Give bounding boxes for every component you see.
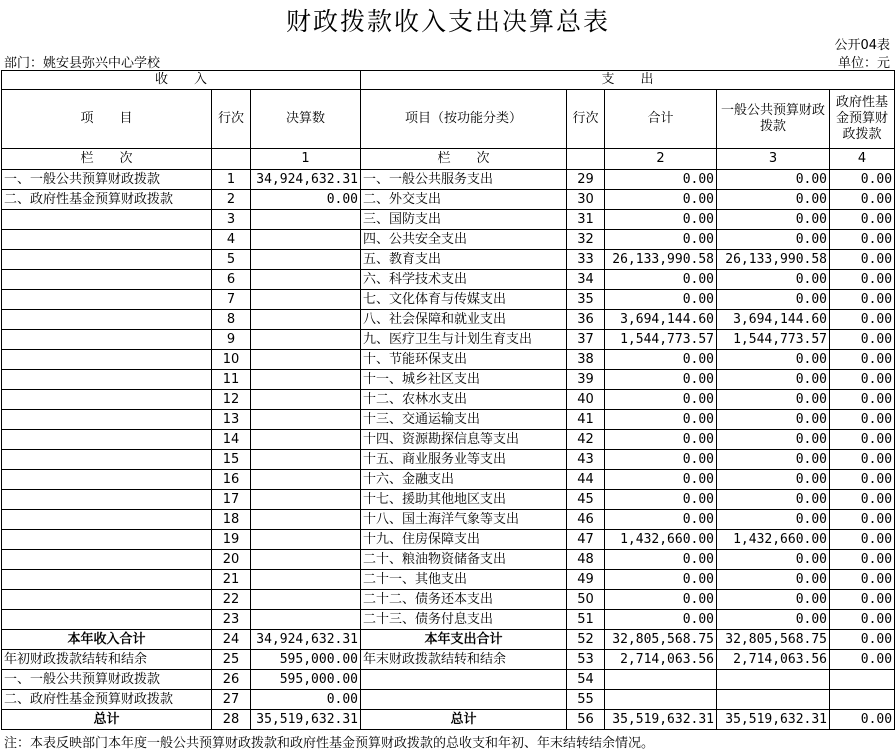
expense-gov-fund-cell: 0.00	[830, 290, 895, 310]
expense-row-no-cell: 32	[567, 230, 605, 250]
expense-item-cell: 二十二、债务还本支出	[361, 590, 567, 610]
income-item-cell	[2, 290, 212, 310]
column-index-row	[2, 149, 895, 170]
expense-gov-fund-cell: 0.00	[830, 630, 895, 650]
table-row	[2, 630, 895, 650]
expense-total-cell: 0.00	[605, 170, 717, 190]
expense-gov-fund-cell: 0.00	[830, 310, 895, 330]
header-total: 合计	[605, 90, 717, 149]
income-row-no-cell: 10	[212, 350, 251, 370]
income-row-no-cell: 11	[212, 370, 251, 390]
income-row-no-cell: 21	[212, 570, 251, 590]
expense-total-cell: 0.00	[605, 490, 717, 510]
income-item-cell	[2, 490, 212, 510]
expense-item-cell: 七、文化体育与传媒支出	[361, 290, 567, 310]
expense-gov-fund-cell: 0.00	[830, 570, 895, 590]
expense-general-budget-cell: 0.00	[717, 510, 830, 530]
expense-item-cell: 八、社会保障和就业支出	[361, 310, 567, 330]
table-row	[2, 250, 895, 270]
expense-general-budget-cell: 0.00	[717, 230, 830, 250]
table-row	[2, 670, 895, 690]
income-row-no-cell: 6	[212, 270, 251, 290]
expense-gov-fund-cell: 0.00	[830, 390, 895, 410]
income-item-cell	[2, 470, 212, 490]
expense-total-cell	[605, 670, 717, 690]
expense-general-budget-cell: 0.00	[717, 390, 830, 410]
income-row-no-cell: 13	[212, 410, 251, 430]
expense-row-no-cell: 56	[567, 710, 605, 730]
expense-general-budget-cell: 0.00	[717, 550, 830, 570]
income-amount-cell	[251, 490, 361, 510]
expense-row-no-cell: 39	[567, 370, 605, 390]
expense-row-no-cell: 53	[567, 650, 605, 670]
income-item-cell	[2, 310, 212, 330]
header-general-budget: 一般公共预算财政拨款	[717, 90, 830, 149]
expense-gov-fund-cell: 0.00	[830, 270, 895, 290]
column-index-blank	[212, 149, 251, 170]
expense-row-no-cell: 55	[567, 690, 605, 710]
expense-row-no-cell: 38	[567, 350, 605, 370]
table-row	[2, 570, 895, 590]
income-amount-cell	[251, 310, 361, 330]
expense-item-cell: 十七、援助其他地区支出	[361, 490, 567, 510]
expense-row-no-cell: 34	[567, 270, 605, 290]
income-item-cell: 一、一般公共预算财政拨款	[2, 670, 212, 690]
income-amount-cell: 0.00	[251, 190, 361, 210]
income-row-no-cell: 18	[212, 510, 251, 530]
expense-item-cell: 五、教育支出	[361, 250, 567, 270]
expense-gov-fund-cell: 0.00	[830, 370, 895, 390]
income-row-no-cell: 15	[212, 450, 251, 470]
expense-item-cell: 二十三、债务付息支出	[361, 610, 567, 630]
income-item-cell	[2, 610, 212, 630]
expense-row-no-cell: 51	[567, 610, 605, 630]
expense-total-cell: 0.00	[605, 270, 717, 290]
column-index-3: 3	[717, 149, 830, 170]
expense-item-cell	[361, 690, 567, 710]
expense-total-cell: 35,519,632.31	[605, 710, 717, 730]
expense-general-budget-cell: 26,133,990.58	[717, 250, 830, 270]
income-row-no-cell: 17	[212, 490, 251, 510]
expense-item-cell: 四、公共安全支出	[361, 230, 567, 250]
income-amount-cell: 595,000.00	[251, 650, 361, 670]
expense-general-budget-cell: 1,432,660.00	[717, 530, 830, 550]
expense-total-cell: 32,805,568.75	[605, 630, 717, 650]
expense-gov-fund-cell: 0.00	[830, 410, 895, 430]
expense-item-cell: 十五、商业服务业等支出	[361, 450, 567, 470]
expense-item-cell: 十九、住房保障支出	[361, 530, 567, 550]
income-row-no-cell: 23	[212, 610, 251, 630]
expense-total-cell: 26,133,990.58	[605, 250, 717, 270]
income-amount-cell	[251, 330, 361, 350]
income-amount-cell	[251, 230, 361, 250]
expense-row-no-cell: 42	[567, 430, 605, 450]
expense-item-cell: 总计	[361, 710, 567, 730]
expense-item-cell: 十、节能环保支出	[361, 350, 567, 370]
income-item-cell	[2, 430, 212, 450]
expense-gov-fund-cell: 0.00	[830, 710, 895, 730]
column-index-label-left: 栏 次	[2, 149, 212, 170]
expense-gov-fund-cell: 0.00	[830, 550, 895, 570]
income-row-no-cell: 9	[212, 330, 251, 350]
income-amount-cell	[251, 610, 361, 630]
expense-item-cell	[361, 670, 567, 690]
income-item-cell	[2, 590, 212, 610]
expense-total-cell: 3,694,144.60	[605, 310, 717, 330]
header-row-no: 行次	[212, 90, 251, 149]
expense-gov-fund-cell: 0.00	[830, 450, 895, 470]
table-row	[2, 710, 895, 730]
income-row-no-cell: 22	[212, 590, 251, 610]
expense-gov-fund-cell: 0.00	[830, 250, 895, 270]
table-row	[2, 350, 895, 370]
table-row	[2, 690, 895, 710]
expense-total-cell: 0.00	[605, 210, 717, 230]
expense-total-cell: 1,544,773.57	[605, 330, 717, 350]
expense-row-no-cell: 41	[567, 410, 605, 430]
income-item-cell	[2, 350, 212, 370]
column-index-blank-2	[567, 149, 605, 170]
expense-general-budget-cell: 2,714,063.56	[717, 650, 830, 670]
income-amount-cell	[251, 590, 361, 610]
form-number: 公开04表	[834, 38, 890, 53]
income-row-no-cell: 16	[212, 470, 251, 490]
income-row-no-cell: 24	[212, 630, 251, 650]
income-amount-cell	[251, 270, 361, 290]
income-item-cell	[2, 390, 212, 410]
income-row-no-cell: 7	[212, 290, 251, 310]
table-row	[2, 550, 895, 570]
expense-item-cell: 九、医疗卫生与计划生育支出	[361, 330, 567, 350]
expense-total-cell: 0.00	[605, 290, 717, 310]
expense-row-no-cell: 50	[567, 590, 605, 610]
income-row-no-cell: 2	[212, 190, 251, 210]
expense-gov-fund-cell: 0.00	[830, 510, 895, 530]
expense-general-budget-cell: 32,805,568.75	[717, 630, 830, 650]
income-amount-cell	[251, 570, 361, 590]
income-row-no-cell: 3	[212, 210, 251, 230]
table-row	[2, 610, 895, 630]
expense-row-no-cell: 52	[567, 630, 605, 650]
income-item-cell	[2, 570, 212, 590]
expense-item-cell: 三、国防支出	[361, 210, 567, 230]
expense-total-cell: 0.00	[605, 450, 717, 470]
expense-item-cell: 二十一、其他支出	[361, 570, 567, 590]
expense-general-budget-cell: 0.00	[717, 470, 830, 490]
income-amount-cell	[251, 290, 361, 310]
header-item-by-function: 项目（按功能分类）	[361, 90, 567, 149]
expense-total-cell: 0.00	[605, 410, 717, 430]
expense-item-cell: 六、科学技术支出	[361, 270, 567, 290]
report-title: 财政拨款收入支出决算总表	[285, 7, 610, 36]
expense-total-cell: 0.00	[605, 610, 717, 630]
expense-gov-fund-cell: 0.00	[830, 650, 895, 670]
income-row-no-cell: 8	[212, 310, 251, 330]
expense-general-budget-cell: 0.00	[717, 370, 830, 390]
table-row	[2, 290, 895, 310]
expense-row-no-cell: 49	[567, 570, 605, 590]
table-row	[2, 590, 895, 610]
expense-total-cell	[605, 690, 717, 710]
expense-row-no-cell: 37	[567, 330, 605, 350]
income-row-no-cell: 4	[212, 230, 251, 250]
income-item-cell	[2, 370, 212, 390]
expense-row-no-cell: 43	[567, 450, 605, 470]
income-amount-cell	[251, 450, 361, 470]
income-row-no-cell: 14	[212, 430, 251, 450]
expense-row-no-cell: 30	[567, 190, 605, 210]
expense-gov-fund-cell: 0.00	[830, 230, 895, 250]
expense-general-budget-cell: 0.00	[717, 430, 830, 450]
section-header-row	[2, 71, 895, 90]
expense-row-no-cell: 48	[567, 550, 605, 570]
expense-total-cell: 0.00	[605, 350, 717, 370]
expense-gov-fund-cell: 0.00	[830, 330, 895, 350]
expense-gov-fund-cell	[830, 690, 895, 710]
expense-total-cell: 0.00	[605, 390, 717, 410]
income-row-no-cell: 19	[212, 530, 251, 550]
income-amount-cell	[251, 510, 361, 530]
income-amount-cell	[251, 550, 361, 570]
expense-gov-fund-cell: 0.00	[830, 610, 895, 630]
expense-gov-fund-cell: 0.00	[830, 490, 895, 510]
expense-total-cell: 1,432,660.00	[605, 530, 717, 550]
expense-item-cell: 十三、交通运输支出	[361, 410, 567, 430]
table-row	[2, 270, 895, 290]
income-section-header: 收 入	[2, 71, 361, 90]
unit-label: 单位：元	[837, 56, 890, 71]
table-row	[2, 650, 895, 670]
income-item-cell	[2, 210, 212, 230]
expense-total-cell: 0.00	[605, 370, 717, 390]
expense-item-cell: 年末财政拨款结转和结余	[361, 650, 567, 670]
income-amount-cell	[251, 210, 361, 230]
table-row	[2, 470, 895, 490]
column-index-2: 2	[605, 149, 717, 170]
income-item-cell	[2, 530, 212, 550]
income-row-no-cell: 20	[212, 550, 251, 570]
expense-row-no-cell: 44	[567, 470, 605, 490]
income-row-no-cell: 27	[212, 690, 251, 710]
table-row	[2, 310, 895, 330]
expense-item-cell: 十八、国土海洋气象等支出	[361, 510, 567, 530]
expense-gov-fund-cell: 0.00	[830, 170, 895, 190]
table-row	[2, 370, 895, 390]
expense-general-budget-cell: 0.00	[717, 490, 830, 510]
income-item-cell	[2, 450, 212, 470]
fiscal-summary-table	[1, 70, 895, 730]
income-item-cell	[2, 410, 212, 430]
expense-total-cell: 2,714,063.56	[605, 650, 717, 670]
expense-general-budget-cell: 0.00	[717, 350, 830, 370]
expense-general-budget-cell: 1,544,773.57	[717, 330, 830, 350]
table-row	[2, 330, 895, 350]
income-amount-cell: 0.00	[251, 690, 361, 710]
column-header-row	[2, 90, 895, 149]
header-gov-fund-budget: 政府性基金预算财政拨款	[830, 90, 895, 149]
table-row	[2, 210, 895, 230]
expense-row-no-cell: 46	[567, 510, 605, 530]
expense-total-cell: 0.00	[605, 230, 717, 250]
expense-item-cell: 十六、金融支出	[361, 470, 567, 490]
income-amount-cell	[251, 470, 361, 490]
expense-gov-fund-cell: 0.00	[830, 530, 895, 550]
column-index-label-right: 栏 次	[361, 149, 567, 170]
income-amount-cell	[251, 390, 361, 410]
expense-general-budget-cell: 0.00	[717, 410, 830, 430]
department-label: 部门：姚安县弥兴中心学校	[4, 56, 161, 71]
income-amount-cell	[251, 370, 361, 390]
expense-item-cell: 十二、农林水支出	[361, 390, 567, 410]
expense-general-budget-cell: 3,694,144.60	[717, 310, 830, 330]
table-row	[2, 490, 895, 510]
footnote: 注：本表反映部门本年度一般公共预算财政拨款和政府性基金预算财政拨款的总收支和年初、年末结转结余情况。	[4, 736, 655, 751]
expense-row-no-cell: 35	[567, 290, 605, 310]
expense-general-budget-cell: 0.00	[717, 290, 830, 310]
income-row-no-cell: 28	[212, 710, 251, 730]
expense-item-cell: 二十、粮油物资储备支出	[361, 550, 567, 570]
expense-gov-fund-cell: 0.00	[830, 190, 895, 210]
table-row	[2, 450, 895, 470]
expense-general-budget-cell	[717, 670, 830, 690]
expense-item-cell: 本年支出合计	[361, 630, 567, 650]
income-item-cell: 二、政府性基金预算财政拨款	[2, 690, 212, 710]
income-amount-cell	[251, 430, 361, 450]
expense-gov-fund-cell: 0.00	[830, 430, 895, 450]
income-amount-cell	[251, 530, 361, 550]
expense-total-cell: 0.00	[605, 430, 717, 450]
header-final-amount: 决算数	[251, 90, 361, 149]
expense-general-budget-cell: 0.00	[717, 170, 830, 190]
income-row-no-cell: 26	[212, 670, 251, 690]
expense-total-cell: 0.00	[605, 570, 717, 590]
expense-gov-fund-cell: 0.00	[830, 470, 895, 490]
expense-general-budget-cell	[717, 690, 830, 710]
expense-general-budget-cell: 0.00	[717, 610, 830, 630]
expense-row-no-cell: 54	[567, 670, 605, 690]
income-row-no-cell: 25	[212, 650, 251, 670]
table-row	[2, 430, 895, 450]
table-row	[2, 510, 895, 530]
header-row-no-2: 行次	[567, 90, 605, 149]
table-row	[2, 190, 895, 210]
expense-item-cell: 十四、资源勘探信息等支出	[361, 430, 567, 450]
expense-total-cell: 0.00	[605, 550, 717, 570]
table-row	[2, 410, 895, 430]
expense-total-cell: 0.00	[605, 590, 717, 610]
income-row-no-cell: 5	[212, 250, 251, 270]
income-amount-cell: 34,924,632.31	[251, 170, 361, 190]
table-row	[2, 390, 895, 410]
expense-general-budget-cell: 0.00	[717, 590, 830, 610]
expense-total-cell: 0.00	[605, 470, 717, 490]
income-row-no-cell: 1	[212, 170, 251, 190]
income-amount-cell	[251, 350, 361, 370]
income-item-cell	[2, 230, 212, 250]
expense-row-no-cell: 40	[567, 390, 605, 410]
expense-row-no-cell: 36	[567, 310, 605, 330]
expense-gov-fund-cell	[830, 670, 895, 690]
expense-row-no-cell: 33	[567, 250, 605, 270]
income-item-cell	[2, 250, 212, 270]
expense-row-no-cell: 29	[567, 170, 605, 190]
expense-row-no-cell: 45	[567, 490, 605, 510]
expense-gov-fund-cell: 0.00	[830, 350, 895, 370]
table-row	[2, 530, 895, 550]
income-item-cell: 年初财政拨款结转和结余	[2, 650, 212, 670]
income-item-cell: 本年收入合计	[2, 630, 212, 650]
column-index-1: 1	[251, 149, 361, 170]
expense-general-budget-cell: 35,519,632.31	[717, 710, 830, 730]
table-row	[2, 230, 895, 250]
expense-item-cell: 十一、城乡社区支出	[361, 370, 567, 390]
income-row-no-cell: 12	[212, 390, 251, 410]
header-item: 项 目	[2, 90, 212, 149]
table-row	[2, 170, 895, 190]
expense-general-budget-cell: 0.00	[717, 190, 830, 210]
income-item-cell	[2, 550, 212, 570]
expense-general-budget-cell: 0.00	[717, 450, 830, 470]
income-item-cell	[2, 330, 212, 350]
income-amount-cell: 595,000.00	[251, 670, 361, 690]
income-item-cell	[2, 270, 212, 290]
expense-gov-fund-cell: 0.00	[830, 210, 895, 230]
income-amount-cell	[251, 410, 361, 430]
income-amount-cell	[251, 250, 361, 270]
expense-total-cell: 0.00	[605, 510, 717, 530]
column-index-4: 4	[830, 149, 895, 170]
expense-gov-fund-cell: 0.00	[830, 590, 895, 610]
expense-row-no-cell: 31	[567, 210, 605, 230]
expense-item-cell: 二、外交支出	[361, 190, 567, 210]
income-item-cell: 总计	[2, 710, 212, 730]
expense-row-no-cell: 47	[567, 530, 605, 550]
expense-total-cell: 0.00	[605, 190, 717, 210]
expense-general-budget-cell: 0.00	[717, 570, 830, 590]
income-item-cell: 二、政府性基金预算财政拨款	[2, 190, 212, 210]
expense-general-budget-cell: 0.00	[717, 270, 830, 290]
income-item-cell	[2, 510, 212, 530]
income-amount-cell: 34,924,632.31	[251, 630, 361, 650]
income-item-cell: 一、一般公共预算财政拨款	[2, 170, 212, 190]
expense-item-cell: 一、一般公共服务支出	[361, 170, 567, 190]
expense-general-budget-cell: 0.00	[717, 210, 830, 230]
expense-section-header: 支 出	[361, 71, 895, 90]
income-amount-cell: 35,519,632.31	[251, 710, 361, 730]
